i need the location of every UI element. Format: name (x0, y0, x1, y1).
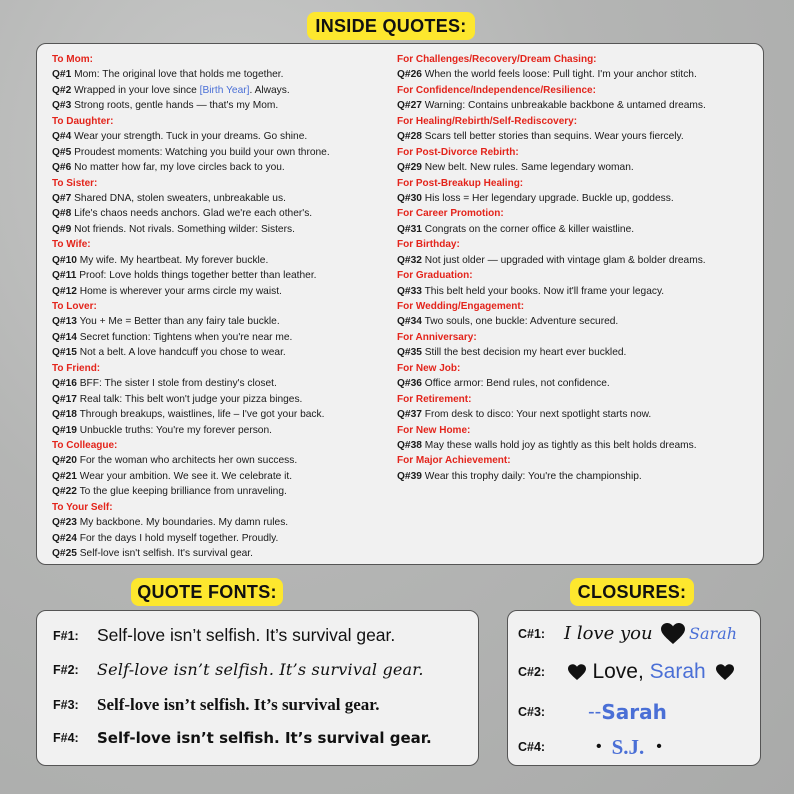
quote-item (52, 345, 330, 360)
quote-item (52, 484, 330, 499)
quote-text: Warning: Contains unbreakable backbone & untamed dreams. (424, 100, 706, 112)
quote-number: Q#30 (397, 192, 422, 204)
quote-category (397, 52, 706, 67)
quotes-right-column (397, 52, 706, 484)
quote-text: Home is wherever your arms circle my waist. (79, 285, 282, 297)
quote-text: His loss = Her legendary upgrade. Buckle up, goddess. (424, 192, 674, 204)
quote-item (52, 423, 330, 438)
quote-item (397, 253, 706, 268)
bullet-dot-right: • (656, 738, 662, 755)
quote-text: Secret function: Tightens when you're near me. (79, 331, 293, 343)
quote-text: My wife. My heartbeat. My forever buckle. (79, 254, 269, 266)
closure-label-4: C#4: (518, 740, 546, 754)
quote-number: Q#13 (52, 316, 77, 328)
closure-2-name: Sarah (649, 660, 706, 683)
quote-number: Q#39 (397, 470, 422, 482)
quote-item (52, 253, 330, 268)
quote-number: Q#29 (397, 162, 422, 174)
quote-item (52, 453, 330, 468)
quote-text: May these walls hold joy as tightly as this belt holds dreams. (424, 439, 697, 451)
quote-text: No matter how far, my love circles back to you. (74, 162, 285, 174)
quote-item (52, 392, 330, 407)
quote-number: Q#6 (52, 162, 72, 174)
quote-item (52, 83, 330, 98)
quote-number: Q#26 (397, 69, 422, 81)
quote-text: Wear this trophy daily: You're the championship. (424, 470, 642, 482)
quote-number: Q#32 (397, 254, 422, 266)
quote-item (397, 160, 706, 175)
category-label: To Colleague: (52, 439, 118, 451)
quote-fonts-title: QUOTE FONTS: (131, 578, 283, 606)
quote-number: Q#17 (52, 393, 77, 405)
font-label-1: F#1: (53, 628, 79, 643)
category-label: For Career Promotion: (397, 208, 504, 220)
closure-row-2 (518, 657, 734, 687)
quote-text: Proudest moments: Watching you build your own throne. (74, 146, 330, 158)
quote-number: Q#25 (52, 548, 77, 559)
quote-category (397, 145, 706, 160)
quote-number: Q#12 (52, 285, 77, 297)
quote-item (52, 191, 330, 206)
font-label-3: F#3: (53, 698, 79, 712)
category-label: For New Job: (397, 362, 461, 374)
quote-category (52, 176, 330, 191)
quote-item (52, 222, 330, 237)
quote-item (397, 67, 706, 82)
quote-number: Q#33 (397, 285, 422, 297)
quote-item (52, 515, 330, 530)
quote-item (52, 531, 330, 546)
quote-text: Wear your strength. Tuck in your dreams. Go shine. (74, 131, 308, 143)
quote-category (397, 237, 706, 252)
closure-2-text: Love, (592, 660, 650, 683)
quote-category (52, 500, 330, 515)
quote-category (397, 453, 706, 468)
quote-number: Q#18 (52, 409, 77, 421)
quote-number: Q#3 (52, 100, 72, 112)
closure-1-name: Sarah (689, 624, 738, 643)
quote-number: Q#22 (52, 486, 77, 498)
quote-category (397, 392, 706, 407)
quote-category (397, 206, 706, 221)
quote-number: Q#36 (397, 378, 422, 390)
font-sample-1: Self-love isn’t selfish. It’s survival gear. (97, 625, 396, 645)
quote-item (52, 469, 330, 484)
quote-number: Q#16 (52, 378, 77, 390)
quote-number: Q#14 (52, 331, 77, 343)
font-row-4 (53, 729, 432, 753)
quote-item (52, 407, 330, 422)
quote-number: Q#38 (397, 439, 422, 451)
quote-text: Still the best decision my heart ever buckled. (424, 347, 627, 359)
closure-row-1 (518, 619, 737, 649)
quote-text: Life's chaos needs anchors. Glad we're each other's. (74, 208, 313, 220)
font-sample-3: Self-love isn’t selfish. It’s survival gear. (97, 695, 380, 714)
quote-item (397, 222, 706, 237)
inside-quotes-title: INSIDE QUOTES: (307, 12, 475, 40)
quote-number: Q#21 (52, 470, 77, 482)
quote-text: Not friends. Not rivals. Something wilder: Sisters. (74, 223, 295, 235)
category-label: For Birthday: (397, 239, 460, 251)
quote-number: Q#37 (397, 409, 422, 421)
quote-number: Q#10 (52, 254, 77, 266)
quote-item (397, 345, 706, 360)
category-label: To Friend: (52, 362, 101, 374)
quote-category (52, 114, 330, 129)
quote-text: Office armor: Bend rules, not confidence. (424, 378, 610, 390)
quote-text: Proof: Love holds things together better than leather. (79, 270, 317, 282)
closure-row-3 (518, 697, 667, 727)
closure-row-4 (518, 732, 662, 762)
quote-category (397, 268, 706, 283)
quote-number: Q#7 (52, 192, 72, 204)
quote-category (397, 83, 706, 98)
category-label: For Graduation: (397, 270, 473, 282)
category-label: For Challenges/Recovery/Dream Chasing: (397, 54, 597, 65)
quote-text: Wrapped in your love since (74, 84, 200, 96)
quote-number: Q#5 (52, 146, 72, 158)
quote-number: Q#9 (52, 223, 72, 235)
heart-icon (661, 623, 685, 645)
closure-label-2: C#2: (518, 665, 546, 679)
font-row-1 (53, 625, 395, 649)
category-label: To Sister: (52, 177, 98, 189)
quote-placeholder: [Birth Year] (199, 84, 250, 96)
quote-number: Q#34 (397, 316, 422, 328)
font-label-4: F#4: (53, 731, 79, 745)
quote-number: Q#20 (52, 455, 77, 467)
font-row-3 (53, 695, 380, 719)
quote-item (397, 98, 706, 113)
quote-category (52, 52, 330, 67)
quote-item (52, 145, 330, 160)
font-row-2 (53, 660, 424, 684)
quote-text: For the days I hold myself together. Proudly. (79, 532, 279, 544)
quotes-left-column (52, 52, 330, 561)
quote-item (52, 314, 330, 329)
quote-text: . Always. (249, 84, 290, 96)
quote-item (52, 67, 330, 82)
category-label: To Lover: (52, 301, 97, 312)
quote-text: Not just older — upgraded with vintage glam & bolder dreams. (424, 254, 706, 266)
category-label: For Post-Divorce Rebirth: (397, 146, 519, 158)
closure-1-text: I love you (564, 623, 653, 644)
quote-item (52, 129, 330, 144)
quote-category (397, 176, 706, 191)
quote-number: Q#19 (52, 424, 77, 436)
quote-number: Q#28 (397, 131, 422, 143)
quote-item (397, 407, 706, 422)
category-label: For Wedding/Engagement: (397, 301, 525, 312)
quote-text: Mom: The original love that holds me together. (74, 69, 284, 81)
category-label: To Your Self: (52, 501, 113, 513)
quote-item (52, 268, 330, 283)
font-label-2: F#2: (53, 662, 79, 677)
quote-category (397, 423, 706, 438)
quote-text: Not a belt. A love handcuff you chose to wear. (79, 347, 286, 359)
category-label: To Wife: (52, 239, 91, 251)
quote-item (397, 129, 706, 144)
quote-number: Q#2 (52, 84, 72, 96)
heart-icon (716, 664, 734, 681)
inside-quotes-panel (36, 43, 764, 565)
quote-item (397, 314, 706, 329)
quote-text: Two souls, one buckle: Adventure secured. (424, 316, 619, 328)
quote-text: Through breakups, waistlines, life – I've got your back. (79, 409, 325, 421)
quote-category (397, 361, 706, 376)
quote-item (52, 160, 330, 175)
quote-number: Q#4 (52, 131, 72, 143)
category-label: For New Home: (397, 424, 471, 436)
quote-item (52, 546, 330, 561)
quote-text: From desk to disco: Your next spotlight starts now. (424, 409, 652, 421)
quote-item (52, 330, 330, 345)
quote-number: Q#11 (52, 270, 77, 282)
quote-item (397, 376, 706, 391)
quote-item (52, 376, 330, 391)
quote-item (52, 206, 330, 221)
quote-category (52, 299, 330, 314)
quote-category (397, 330, 706, 345)
quote-text: Scars tell better stories than sequins. Wear yours fiercely. (424, 131, 684, 143)
category-label: For Retirement: (397, 393, 472, 405)
heart-icon (568, 664, 586, 681)
closure-4-initials: S.J. (611, 735, 645, 759)
quote-text: To the glue keeping brilliance from unraveling. (79, 486, 287, 498)
quote-item (52, 98, 330, 113)
quote-category (397, 114, 706, 129)
quote-number: Q#23 (52, 517, 77, 529)
quote-text: Real talk: This belt won't judge your pizza binges. (79, 393, 303, 405)
closure-3-name: Sarah (601, 700, 667, 724)
category-label: For Major Achievement: (397, 455, 511, 467)
quote-text: Shared DNA, stolen sweaters, unbreakable us. (74, 192, 286, 204)
quote-number: Q#27 (397, 100, 422, 112)
closure-label-3: C#3: (518, 705, 546, 719)
category-label: To Mom: (52, 54, 93, 65)
quote-item (52, 284, 330, 299)
closure-label-1: C#1: (518, 627, 546, 641)
quote-item (397, 284, 706, 299)
quote-text: This belt held your books. Now it'll frame your legacy. (424, 285, 665, 297)
quote-item (397, 191, 706, 206)
quote-number: Q#8 (52, 208, 72, 220)
category-label: To Daughter: (52, 115, 114, 127)
quote-text: Self-love isn't selfish. It's survival gear. (79, 548, 253, 559)
quote-text: Unbuckle truths: You're my forever person. (79, 424, 272, 436)
quote-text: Strong roots, gentle hands — that's my Mom. (74, 100, 279, 112)
quote-text: You + Me = Better than any fairy tale buckle. (79, 316, 280, 328)
font-sample-4: Self-love isn’t selfish. It’s survival gear. (97, 729, 432, 747)
bullet-dot-left: • (596, 738, 602, 755)
quote-text: Wear your ambition. We see it. We celebrate it. (79, 470, 293, 482)
quote-text: My backbone. My boundaries. My damn rules. (79, 517, 289, 529)
closure-3-prefix: -- (588, 701, 602, 723)
closures-panel (507, 610, 761, 766)
category-label: For Anniversary: (397, 331, 477, 343)
quote-category (52, 438, 330, 453)
quote-text: For the woman who architects her own success. (79, 455, 298, 467)
quote-number: Q#35 (397, 347, 422, 359)
quote-text: New belt. New rules. Same legendary woman. (424, 162, 634, 174)
quote-number: Q#31 (397, 223, 422, 235)
quote-text: When the world feels loose: Pull tight. I'm your anchor stitch. (424, 69, 697, 81)
font-sample-2: Self-love isn’t selfish. It’s survival gear. (97, 660, 424, 679)
quote-number: Q#1 (52, 69, 72, 81)
quote-number: Q#15 (52, 347, 77, 359)
quote-item (397, 438, 706, 453)
closures-title: CLOSURES: (570, 578, 694, 606)
category-label: For Confidence/Independence/Resilience: (397, 84, 596, 96)
quote-category (52, 237, 330, 252)
quote-item (397, 469, 706, 484)
quote-number: Q#24 (52, 532, 77, 544)
quote-text: BFF: The sister I stole from destiny's closet. (79, 378, 277, 390)
category-label: For Post-Breakup Healing: (397, 177, 524, 189)
quote-category (52, 361, 330, 376)
quote-category (397, 299, 706, 314)
quote-fonts-panel (36, 610, 479, 766)
category-label: For Healing/Rebirth/Self-Rediscovery: (397, 115, 578, 127)
quote-text: Congrats on the corner office & killer waistline. (424, 223, 635, 235)
